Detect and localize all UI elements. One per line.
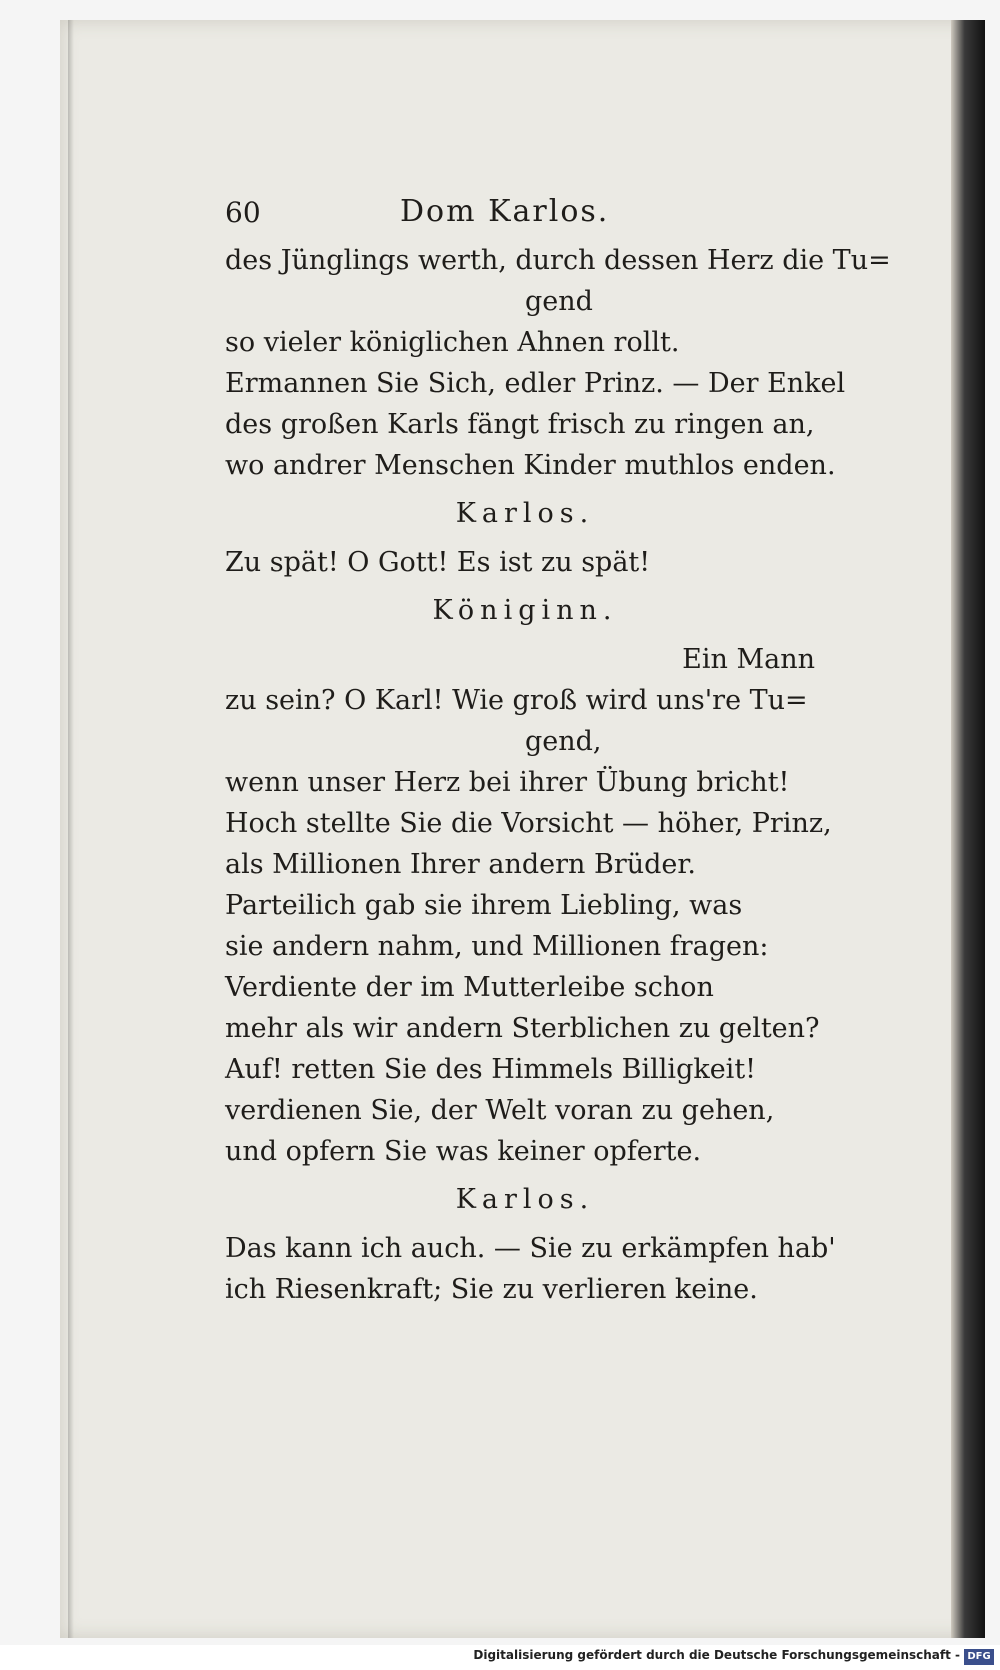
verse-line: gend, (525, 726, 602, 757)
verse-line: Parteilich gab sie ihrem Liebling, was (225, 890, 743, 921)
verse-line: Verdiente der im Mutterleibe schon (225, 972, 714, 1003)
verse-line: gend (525, 286, 593, 317)
page-text (225, 180, 891, 1310)
verse-line: Ein Mann (682, 644, 815, 675)
verse-line: verdienen Sie, der Welt voran zu gehen, (225, 1095, 775, 1126)
page-fold-shadow (68, 20, 74, 1638)
page-number: 60 (225, 196, 261, 229)
verse-line: und opfern Sie was keiner opferte. (225, 1136, 702, 1167)
verse-line: Auf! retten Sie des Himmels Billigkeit! (225, 1054, 757, 1085)
verse-line: sie andern nahm, und Millionen fragen: (225, 931, 769, 962)
verse-line: Hoch stellte Sie die Vorsicht — höher, Prinz, (225, 808, 832, 839)
verse-line: Ermannen Sie Sich, edler Prinz. — Der Enkel (225, 368, 846, 399)
speaker-name: Karlos. (455, 1184, 595, 1215)
footer-bar (0, 1645, 1000, 1670)
speaker-name: Königinn. (432, 595, 618, 626)
verse-line: als Millionen Ihrer andern Brüder. (225, 849, 696, 880)
verse-line: ich Riesenkraft; Sie zu verlieren keine. (225, 1274, 758, 1305)
verse-line: des Jünglings werth, durch dessen Herz die Tu= (225, 245, 891, 276)
verse-line: mehr als wir andern Sterblichen zu gelten? (225, 1013, 820, 1044)
verse-line: Zu spät! O Gott! Es ist zu spät! (225, 547, 651, 578)
verse-line: des großen Karls fängt frisch zu ringen an, (225, 409, 815, 440)
verse-line: so vieler königlichen Ahnen rollt. (225, 327, 680, 358)
verse-line: wo andrer Menschen Kinder muthlos enden. (225, 450, 836, 481)
page-header (225, 180, 825, 240)
dfg-logo: DFG (964, 1649, 994, 1665)
book-spine (951, 20, 985, 1638)
verse-line: wenn unser Herz bei ihrer Übung bricht! (225, 767, 790, 798)
verse-line: Das kann ich auch. — Sie zu erkämpfen hab' (225, 1233, 836, 1264)
verse-line: zu sein? O Karl! Wie groß wird uns're Tu= (225, 685, 808, 716)
speaker-name: Karlos. (455, 498, 595, 529)
funding-credit: Digitalisierung gefördert durch die Deutsche Forschungsgemeinschaft - (473, 1648, 960, 1662)
verse-body (225, 240, 891, 1310)
running-title: Dom Karlos. (400, 194, 610, 229)
